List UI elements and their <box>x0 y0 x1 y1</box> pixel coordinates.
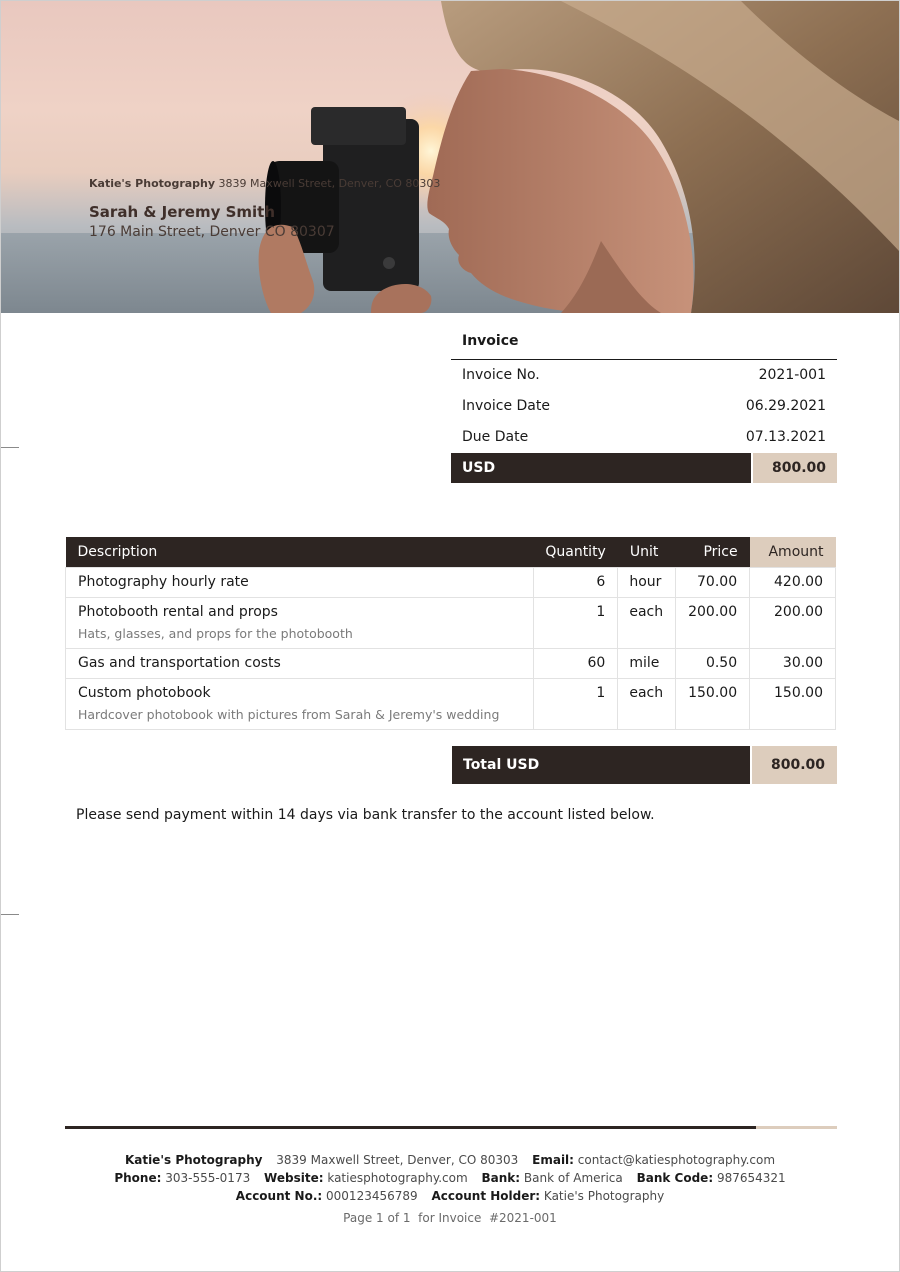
footer-phone-label: Phone: <box>114 1171 162 1185</box>
item-unit: hour <box>618 568 676 598</box>
table-row <box>66 568 836 598</box>
table-row <box>66 598 836 649</box>
footer-bank-code: 987654321 <box>716 1171 786 1185</box>
col-amount: Amount <box>750 537 836 568</box>
grand-total-bar <box>452 746 837 784</box>
footer-address: 3839 Maxwell Street, Denver, CO 80303 <box>276 1153 519 1167</box>
fold-mark <box>1 447 19 448</box>
item-amount: 420.00 <box>750 568 836 598</box>
col-unit: Unit <box>618 537 676 568</box>
invoice-date-row <box>451 391 837 422</box>
item-description <box>66 598 534 649</box>
item-amount: 150.00 <box>750 679 836 730</box>
item-title: Custom photobook <box>78 685 211 701</box>
item-description <box>66 649 534 679</box>
invoice-meta <box>451 329 837 483</box>
invoice-number-label: Invoice No. <box>462 367 540 383</box>
item-amount: 200.00 <box>750 598 836 649</box>
payment-note: Please send payment within 14 days via bank transfer to the account listed below. <box>76 807 655 823</box>
footer <box>1 1151 899 1227</box>
client-name: Sarah & Jeremy Smith <box>89 203 276 221</box>
page-info: Page 1 of 1 for Invoice #2021-001 <box>343 1211 557 1225</box>
grand-total-label: Total USD <box>452 746 750 784</box>
fold-mark <box>1 914 19 915</box>
item-price: 0.50 <box>676 649 750 679</box>
footer-account-holder-label: Account Holder: <box>431 1189 541 1203</box>
invoice-total-bar <box>451 453 837 483</box>
currency-label: USD <box>451 453 751 483</box>
footer-website: katiesphotography.com <box>327 1171 468 1185</box>
footer-bank-code-label: Bank Code: <box>636 1171 714 1185</box>
photographer-photo <box>1 1 899 313</box>
due-date-label: Due Date <box>462 429 529 445</box>
item-quantity: 1 <box>533 598 618 649</box>
footer-line-2 <box>1 1169 899 1187</box>
footer-account-no-label: Account No.: <box>235 1189 323 1203</box>
grand-total-value: 800.00 <box>752 746 837 784</box>
footer-phone: 303-555-0173 <box>165 1171 251 1185</box>
table-header-row <box>66 537 836 568</box>
item-detail: Hardcover photobook with pictures from Sarah & Jeremy's wedding <box>78 707 500 722</box>
col-quantity: Quantity <box>533 537 618 568</box>
item-price: 200.00 <box>676 598 750 649</box>
item-detail: Hats, glasses, and props for the photobooth <box>78 626 353 641</box>
footer-company: Katie's Photography <box>124 1153 263 1167</box>
item-description <box>66 679 534 730</box>
col-price: Price <box>676 537 750 568</box>
item-quantity: 60 <box>533 649 618 679</box>
footer-bank: Bank of America <box>523 1171 623 1185</box>
footer-account-no: 000123456789 <box>326 1189 418 1203</box>
item-quantity: 1 <box>533 679 618 730</box>
item-description <box>66 568 534 598</box>
item-unit: each <box>618 679 676 730</box>
footer-rule <box>65 1126 837 1129</box>
line-items-table <box>65 537 836 730</box>
item-amount: 30.00 <box>750 649 836 679</box>
item-title: Photography hourly rate <box>78 574 249 590</box>
due-date-row <box>451 422 837 453</box>
item-title: Photobooth rental and props <box>78 604 278 620</box>
table-row <box>66 679 836 730</box>
item-quantity: 6 <box>533 568 618 598</box>
sender-line <box>89 177 440 190</box>
footer-email: contact@katiesphotography.com <box>577 1153 776 1167</box>
invoice-number-row <box>451 360 837 391</box>
invoice-title: Invoice <box>451 329 837 360</box>
sender-name: Katie's Photography <box>89 177 216 190</box>
table-row <box>66 649 836 679</box>
footer-website-label: Website: <box>264 1171 324 1185</box>
footer-bank-label: Bank: <box>481 1171 521 1185</box>
sender-address: 3839 Maxwell Street, Denver, CO 80303 <box>218 177 441 190</box>
header-banner <box>1 1 899 313</box>
footer-account-holder: Katie's Photography <box>543 1189 665 1203</box>
invoice-total-value: 800.00 <box>753 453 837 483</box>
client-address: 176 Main Street, Denver CO 80307 <box>89 224 335 240</box>
footer-line-3 <box>1 1187 899 1205</box>
item-unit: each <box>618 598 676 649</box>
item-unit: mile <box>618 649 676 679</box>
invoice-date-label: Invoice Date <box>462 398 550 414</box>
invoice-number-value: 2021-001 <box>758 367 826 383</box>
item-price: 150.00 <box>676 679 750 730</box>
footer-line-1 <box>1 1151 899 1169</box>
footer-email-label: Email: <box>532 1153 574 1167</box>
item-title: Gas and transportation costs <box>78 655 281 671</box>
due-date-value: 07.13.2021 <box>745 429 826 445</box>
invoice-date-value: 06.29.2021 <box>745 398 826 414</box>
col-description: Description <box>66 537 534 568</box>
item-price: 70.00 <box>676 568 750 598</box>
